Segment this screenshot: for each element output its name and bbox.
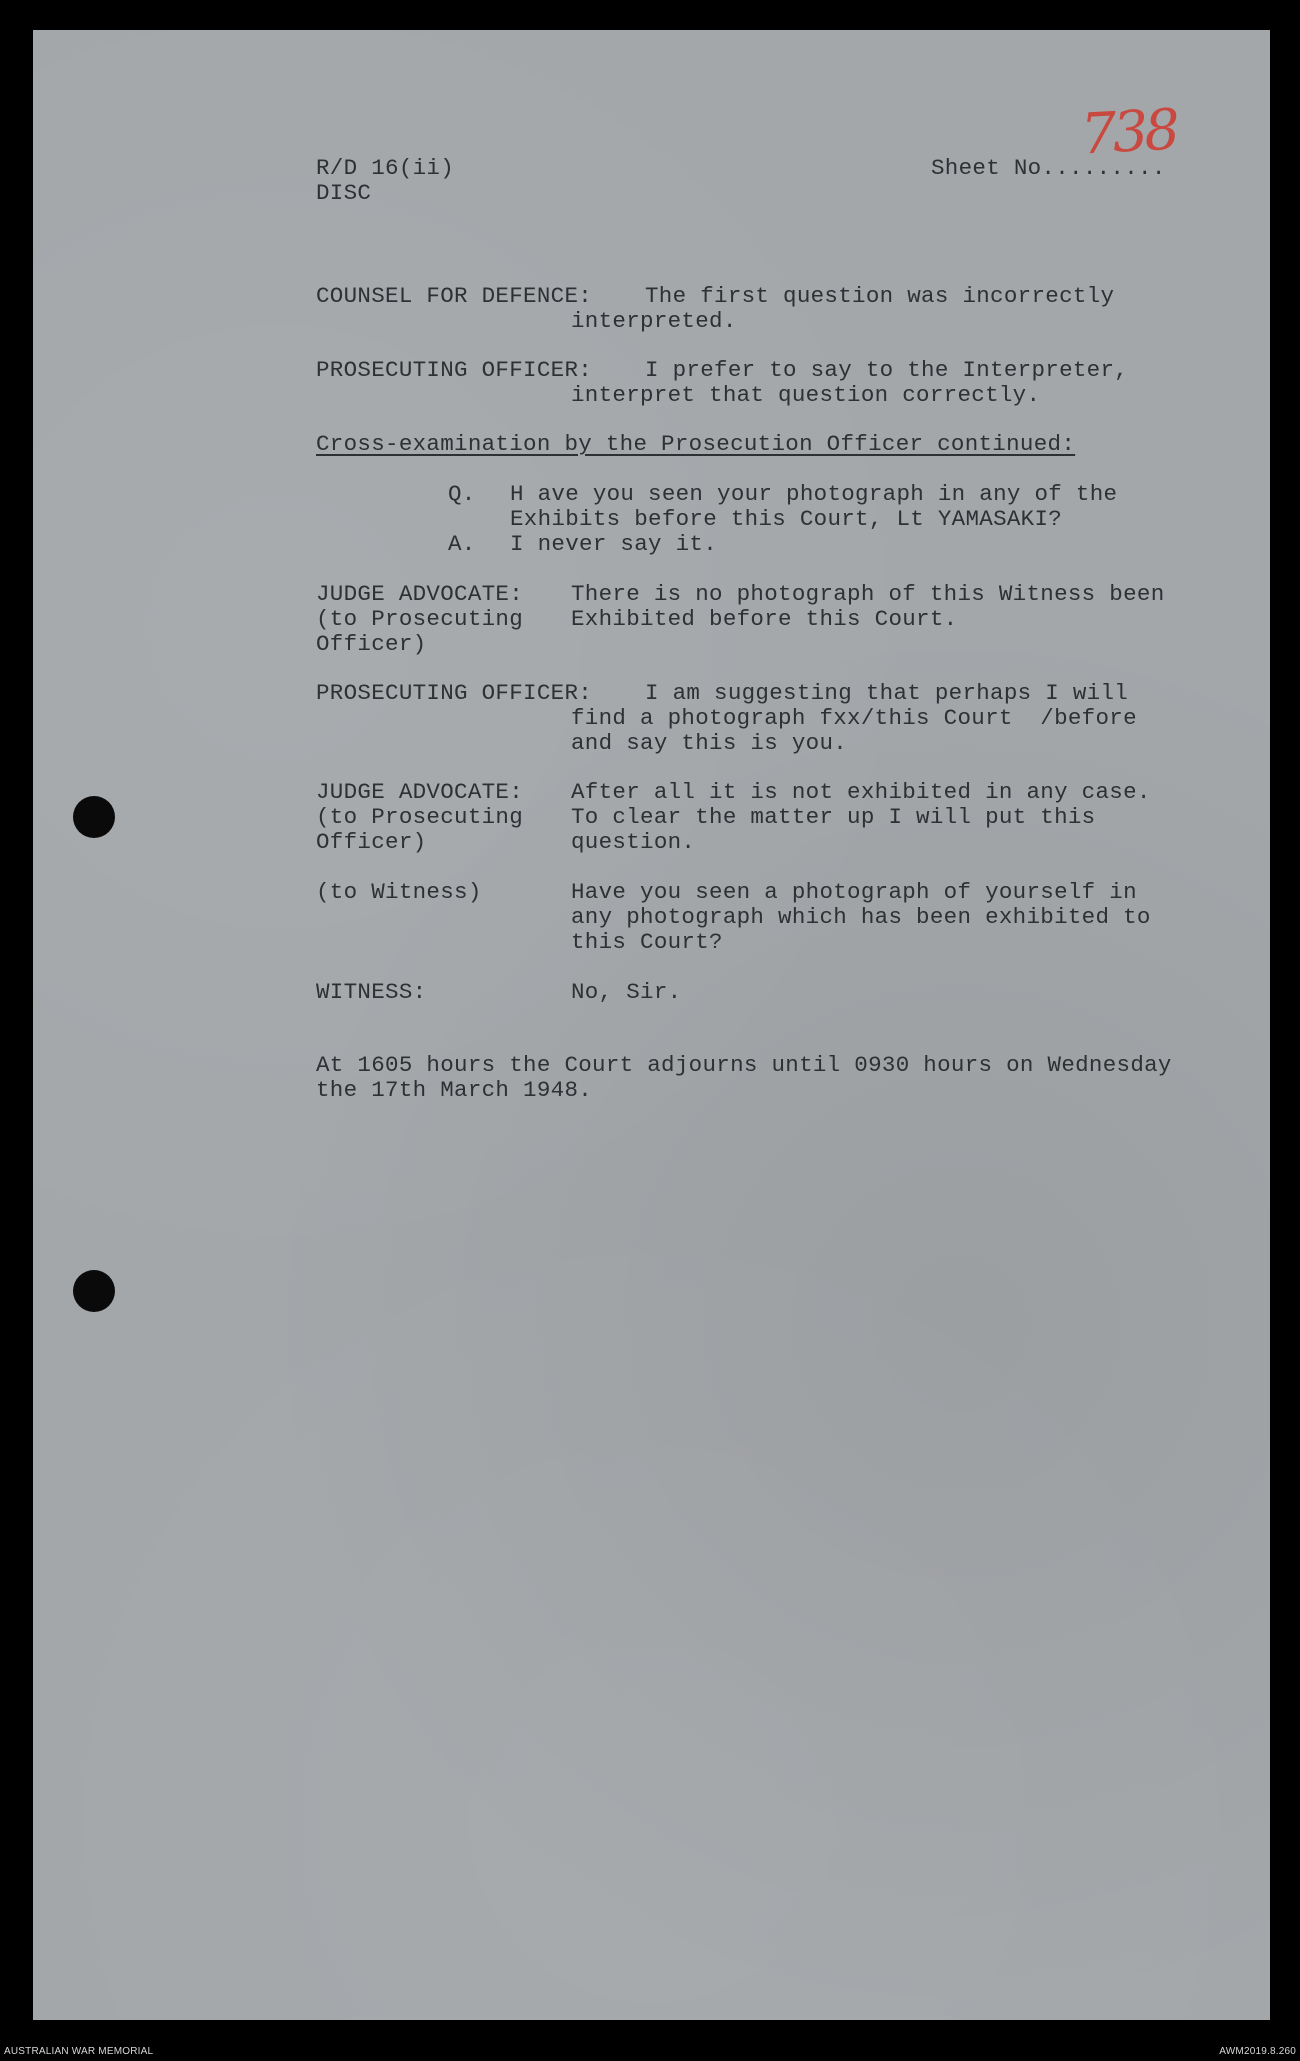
statement-line: To clear the matter up I will put this xyxy=(571,804,1096,830)
speaker-addressee: Officer) xyxy=(316,631,427,657)
statement-line: Have you seen a photograph of yourself in xyxy=(571,879,1137,905)
speaker-addressee: (to Prosecuting xyxy=(316,606,524,632)
statement-line: Exhibited before this Court. xyxy=(571,606,958,632)
adjournment-line: At 1605 hours the Court adjourns until 0930 hours on Wednesday xyxy=(316,1052,1172,1078)
speaker-addressee: (to Prosecuting xyxy=(316,804,524,830)
statement-line: The first question was incorrectly xyxy=(645,283,1115,309)
sheet-number-label: Sheet No......... xyxy=(931,155,1166,181)
statement-line: this Court? xyxy=(571,929,723,955)
punch-hole-bottom xyxy=(73,1270,115,1312)
statement-line: There is no photograph of this Witness been xyxy=(571,581,1165,607)
statement-line: After all it is not exhibited in any case. xyxy=(571,779,1151,805)
punch-hole-top xyxy=(73,796,115,838)
statement-line: No, Sir. xyxy=(571,979,682,1005)
reference-subcode: DISC xyxy=(316,180,372,206)
statement-line: I am suggesting that perhaps I will xyxy=(645,680,1129,706)
cross-examination-heading: Cross-examination by the Prosecution Officer continued: xyxy=(316,431,1076,457)
speaker-judge-advocate: JUDGE ADVOCATE: xyxy=(316,779,524,805)
question-line: H ave you seen your photograph in any of the xyxy=(510,481,1118,507)
speaker-addressee: Officer) xyxy=(316,829,427,855)
speaker-witness: WITNESS: xyxy=(316,979,427,1005)
speaker-addressee: (to Witness) xyxy=(316,879,482,905)
reference-code: R/D 16(ii) xyxy=(316,155,455,181)
archive-credit: AUSTRALIAN WAR MEMORIAL xyxy=(4,2046,154,2057)
adjournment-line: the 17th March 1948. xyxy=(316,1077,593,1103)
speaker-prosecuting-officer: PROSECUTING OFFICER: xyxy=(316,357,593,383)
speaker-counsel-for-defence: COUNSEL FOR DEFENCE: xyxy=(316,283,593,309)
statement-line: interpreted. xyxy=(571,308,737,334)
answer-line: I never say it. xyxy=(510,531,718,557)
statement-line: I prefer to say to the Interpreter, xyxy=(645,357,1129,383)
statement-line: and say this is you. xyxy=(571,730,848,756)
sheet-number-handwritten: 738 xyxy=(1079,97,1178,168)
question-marker: Q. xyxy=(448,481,476,507)
speaker-judge-advocate: JUDGE ADVOCATE: xyxy=(316,581,524,607)
archive-reference: AWM2019.8.260 xyxy=(1219,2046,1296,2057)
answer-marker: A. xyxy=(448,531,476,557)
statement-line: interpret that question correctly. xyxy=(571,382,1041,408)
document-page xyxy=(33,30,1270,2020)
statement-line: any photograph which has been exhibited to xyxy=(571,904,1151,930)
question-line: Exhibits before this Court, Lt YAMASAKI? xyxy=(510,506,1063,532)
speaker-prosecuting-officer: PROSECUTING OFFICER: xyxy=(316,680,593,706)
statement-line: question. xyxy=(571,829,696,855)
statement-line: find a photograph fxx/this Court /before xyxy=(571,705,1137,731)
